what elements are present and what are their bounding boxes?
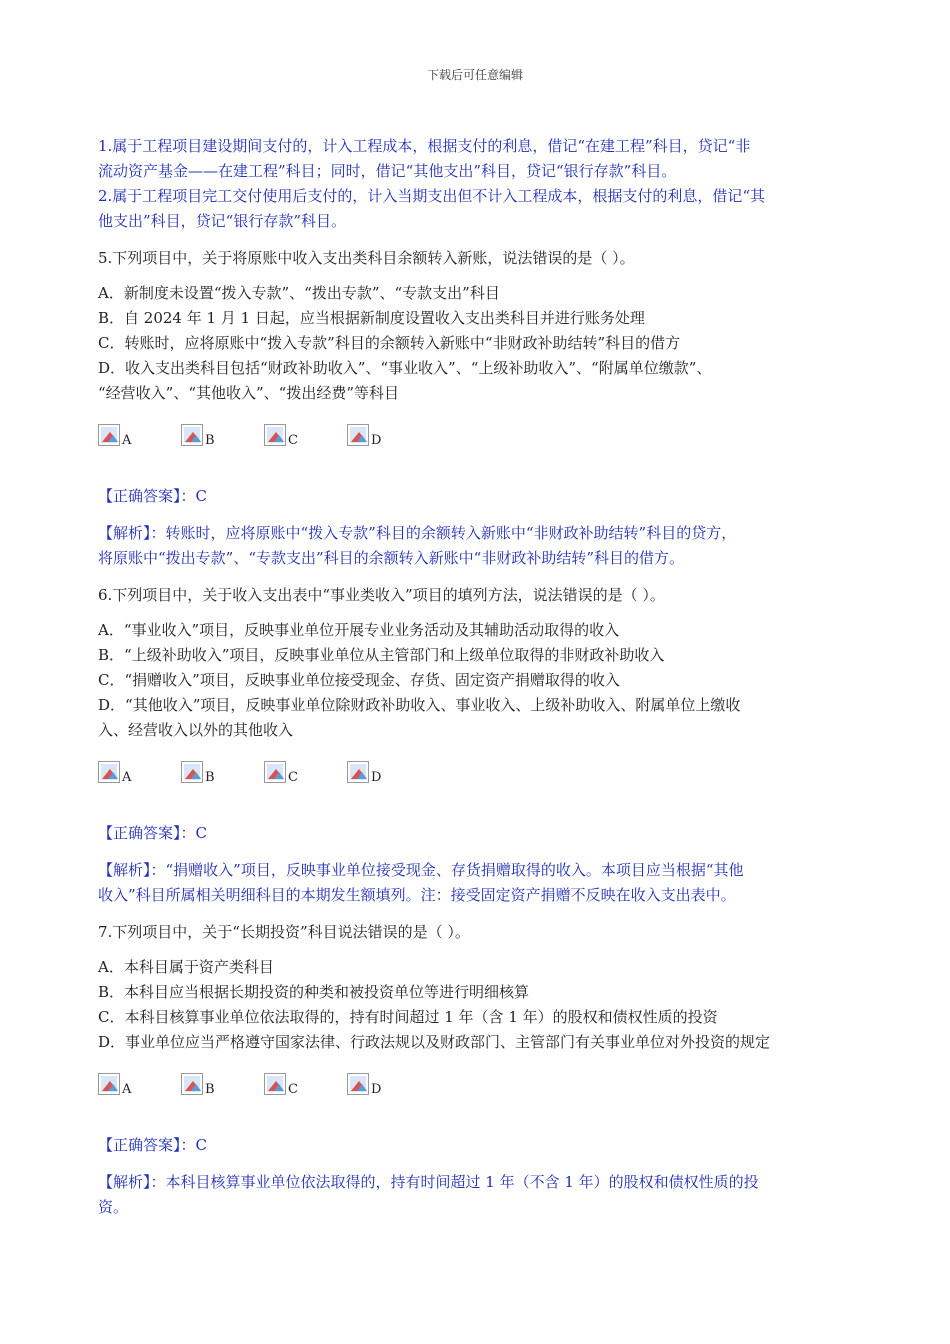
broken-image-icon <box>181 761 203 783</box>
analysis-prefix: 【解析】 <box>98 1173 151 1191</box>
choice-label: A <box>122 433 132 448</box>
answer-prefix: 【正确答案】 <box>98 824 181 842</box>
option-c: C．“捐赠收入”项目，反映事业单位接受现金、存货、固定资产捐赠取得的收入 <box>98 671 620 689</box>
answer-prefix: 【正确答案】 <box>98 487 181 505</box>
choice-b[interactable] <box>181 761 264 787</box>
broken-image-icon <box>347 761 369 783</box>
choice-c[interactable] <box>264 761 347 787</box>
question-options <box>98 955 858 1055</box>
option-c: C．转账时，应将原账中“拨入专款”科目的余额转入新账中“非财政补助结转”科目的借方 <box>98 334 681 352</box>
option-d-continued: 入、经营收入以外的其他收入 <box>98 721 294 739</box>
choice-b[interactable] <box>181 1073 264 1099</box>
intro-line: 1.属于工程项目建设期间支付的，计入工程成本，根据支付的利息，借记“在建工程”科目，贷记“非 <box>98 137 751 155</box>
analysis <box>98 1170 858 1220</box>
analysis-prefix: 【解析】 <box>98 524 151 542</box>
option-c: C．本科目核算事业单位依法取得的，持有时间超过 1 年（含 1 年）的股权和债权性质的投资 <box>98 1008 718 1026</box>
choice-d[interactable] <box>347 424 430 450</box>
analysis-line: 将原账中“拨出专款”、“专款支出”科目的余额转入新账中“非财政补助结转”科目的借方。 <box>98 549 685 567</box>
option-b: B．自 2024 年 1 月 1 日起，应当根据新制度设置收入支出类科目并进行账务处理 <box>98 309 645 327</box>
option-a: A．本科目属于资产类科目 <box>98 958 274 976</box>
choice-label: D <box>371 433 382 448</box>
broken-image-icon <box>98 761 120 783</box>
broken-image-icon <box>347 424 369 446</box>
broken-image-icon <box>98 1073 120 1095</box>
option-a: A．新制度未设置“拨入专款”、“拨出专款”、“专款支出”科目 <box>98 284 500 302</box>
option-d-continued: “经营收入”、“其他收入”、“拨出经费”等科目 <box>98 384 400 402</box>
choice-label: B <box>205 770 215 785</box>
choice-label: D <box>371 1082 382 1097</box>
broken-image-icon <box>264 1073 286 1095</box>
intro-line: 他支出”科目，贷记“银行存款”科目。 <box>98 212 347 230</box>
question-7 <box>98 920 858 1220</box>
correct-answer <box>98 1133 858 1158</box>
answer-value: ：C <box>180 824 207 842</box>
document-body <box>98 134 858 1220</box>
intro-block <box>98 134 858 234</box>
option-b: B．本科目应当根据长期投资的种类和被投资单位等进行明细核算 <box>98 983 530 1001</box>
analysis-text: ：“捐赠收入”项目，反映事业单位接受现金、存货捐赠取得的收入。本项目应当根据“其他 <box>150 861 744 879</box>
choice-label: C <box>288 433 298 448</box>
question-stem: 5.下列项目中，关于将原账中收入支出类科目余额转入新账，说法错误的是（ ）。 <box>98 249 635 267</box>
option-d: D．事业单位应当严格遵守国家法律、行政法规以及财政部门、主管部门有关事业单位对外投资的规定 <box>98 1033 771 1051</box>
broken-image-icon <box>264 761 286 783</box>
question-options <box>98 618 858 743</box>
answer-choices <box>98 1067 858 1099</box>
choice-d[interactable] <box>347 1073 430 1099</box>
choice-c[interactable] <box>264 1073 347 1099</box>
analysis-line: 收入”科目所属相关明细科目的本期发生额填列。注：接受固定资产捐赠不反映在收入支出表中。 <box>98 886 736 904</box>
question-6 <box>98 583 858 908</box>
choice-label: D <box>371 770 382 785</box>
page-header: 下载后可任意编辑 <box>426 68 523 82</box>
question-stem: 7.下列项目中，关于“长期投资”科目说法错误的是（ ）。 <box>98 923 470 941</box>
choice-label: C <box>288 770 298 785</box>
choice-b[interactable] <box>181 424 264 450</box>
option-b: B．“上级补助收入”项目，反映事业单位从主管部门和上级单位取得的非财政补助收入 <box>98 646 665 664</box>
answer-prefix: 【正确答案】 <box>98 1136 181 1154</box>
choice-label: C <box>288 1082 298 1097</box>
answer-value: ：C <box>180 1136 207 1154</box>
choice-label: B <box>205 433 215 448</box>
broken-image-icon <box>347 1073 369 1095</box>
intro-line: 流动资产基金——在建工程”科目；同时，借记“其他支出”科目，贷记“银行存款”科目。 <box>98 162 677 180</box>
analysis-line <box>98 521 858 546</box>
choice-label: A <box>122 1082 132 1097</box>
analysis-line: 资。 <box>98 1198 129 1216</box>
answer-choices <box>98 418 858 450</box>
broken-image-icon <box>181 1073 203 1095</box>
correct-answer <box>98 821 858 846</box>
analysis-text: ：本科目核算事业单位依法取得的，持有时间超过 1 年（不含 1 年）的股权和债权性质的投 <box>150 1173 759 1191</box>
choice-label: B <box>205 1082 215 1097</box>
analysis-prefix: 【解析】 <box>98 861 151 879</box>
answer-value: ：C <box>180 487 207 505</box>
broken-image-icon <box>181 424 203 446</box>
option-d: D．收入支出类科目包括“财政补助收入”、“事业收入”、“上级补助收入”、“附属单位缴款”、 <box>98 359 712 377</box>
question-stem: 6.下列项目中，关于收入支出表中“事业类收入”项目的填列方法，说法错误的是（ ）。 <box>98 586 665 604</box>
broken-image-icon <box>264 424 286 446</box>
analysis-line <box>98 858 858 883</box>
analysis <box>98 521 858 571</box>
question-5 <box>98 246 858 571</box>
choice-a[interactable] <box>98 761 181 787</box>
analysis-text: ：转账时，应将原账中“拨入专款”科目的余额转入新账中“非财政补助结转”科目的贷方， <box>150 524 737 542</box>
option-d: D．“其他收入”项目，反映事业单位除财政补助收入、事业收入、上级补助收入、附属单位上缴收 <box>98 696 741 714</box>
answer-choices <box>98 755 858 787</box>
analysis <box>98 858 858 908</box>
broken-image-icon <box>98 424 120 446</box>
choice-label: A <box>122 770 132 785</box>
choice-a[interactable] <box>98 1073 181 1099</box>
correct-answer <box>98 484 858 509</box>
choice-d[interactable] <box>347 761 430 787</box>
option-a: A．“事业收入”项目，反映事业单位开展专业业务活动及其辅助活动取得的收入 <box>98 621 620 639</box>
question-options <box>98 281 858 406</box>
choice-a[interactable] <box>98 424 181 450</box>
intro-line: 2.属于工程项目完工交付使用后支付的，计入当期支出但不计入工程成本，根据支付的利息，借记“其 <box>98 187 765 205</box>
choice-c[interactable] <box>264 424 347 450</box>
analysis-line <box>98 1170 858 1195</box>
